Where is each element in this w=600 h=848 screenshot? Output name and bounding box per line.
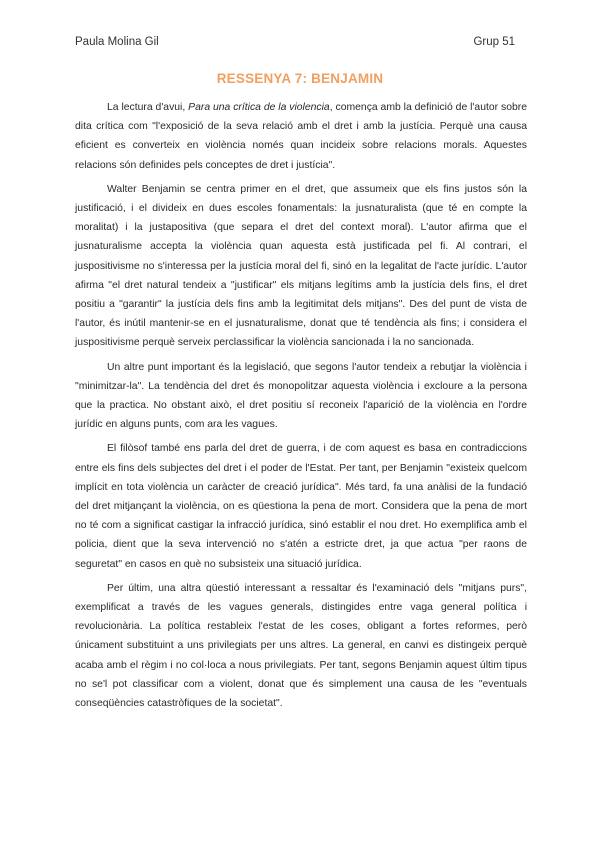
- book-title-italic: Para una crítica de la violencia: [188, 102, 330, 113]
- paragraph-1: [75, 98, 527, 175]
- document-title: RESSENYA 7: BENJAMIN: [216, 71, 384, 86]
- paragraph-1-rest: , comença amb la definició de l'autor sobre dita crítica com "l'exposició de la seva relació amb el dret i amb la justícia. Perquè una causa eficient es converteix en violència només quan incideix sobre relacions morals. Aquestes relacions són definides pels conceptes de dret i justícia".: [75, 102, 527, 171]
- paragraph-5: Per últim, una altra qüestió interessant a ressaltar és l'examinació dels "mitjans purs", exemplificat a través de les vagues generals, distingides entre vaga general política i revolucionària. La política restableix l'estat de les coses, obligant a fortes reformes, però únicament substituint a uns privilegiats per uns altres. La general, en canvi es distingeix perquè acaba amb el règim i no col·loca a nous privilegiats. Per tant, segons Benjamin aquest últim tipus no se'l pot classificar com a violent, donat que és simplement una causa de les "eventuals conseqüències catastròfiques de la societat".: [75, 582, 527, 710]
- paragraph-1-intro: La lectura d'avui,: [107, 102, 189, 113]
- paragraph-3: Un altre punt important és la legislació, que segons l'autor tendeix a rebutjar la violència i "minimitzar-la". La tendència del dret és monopolitzar aquesta violència i excloure a la persona que la practica. No obstant això, el dret positiu sí reconeix l'aparició de la violència en l'ordre jurídic en alguns punts, com ara les vagues.: [75, 361, 527, 431]
- author-name: Paula Molina Gil: [75, 36, 159, 48]
- document-body: [75, 98, 527, 718]
- paragraph-2: Walter Benjamin se centra primer en el dret, que assumeix que els fins justos són la justificació, i el divideix en dues escoles fonamentals: la jusnaturalista (que té en compte la moralitat) i la justapositiva (que separa el dret del context moral). L'autor afirma que el jusnaturalisme accepta la violència quan aquesta està justificada pel fi. Al contrari, el juspositivisme no s'interessa per la justícia moral del fi, sinó en la legalitat de l'acte jurídic. L'autor afirma "el dret natural tendeix a "justificar" els mitjans legítims amb la justícia dels fins, el dret positiu a "garantir" la justícia dels fins amb la legitimitat dels mitjans". Des del punt de vista de l'autor, és inútil mantenir-se en el jusnaturalisme, donat que té tendència als fins; i considera el juspositivisme perquè serveix perclassificar la violència sancionada i la no sancionada.: [75, 183, 527, 349]
- page-header: [75, 36, 515, 48]
- group-label: Grup 51: [473, 36, 515, 48]
- paragraph-4: El filòsof també ens parla del dret de guerra, i de com aquest es basa en contradiccions entre els fins dels subjectes del dret i el poder de l'Estat. Per tant, per Benjamin "existeix quelcom implícit en tota violència un caràcter de creació jurídica". Més tard, fa una anàlisi de la fundació del dret mitjançant la violència, on es qüestiona la pena de mort. Considera que la pena de mort no té com a significat castigar la infracció jurídica, sinó establir el nou dret. Ho exemplifica amb el policia, dient que la seva intervenció no s'atén a estricte dret, ja que actua "per raons de seguretat" en casos en què no subsisteix una situació jurídica.: [75, 443, 527, 570]
